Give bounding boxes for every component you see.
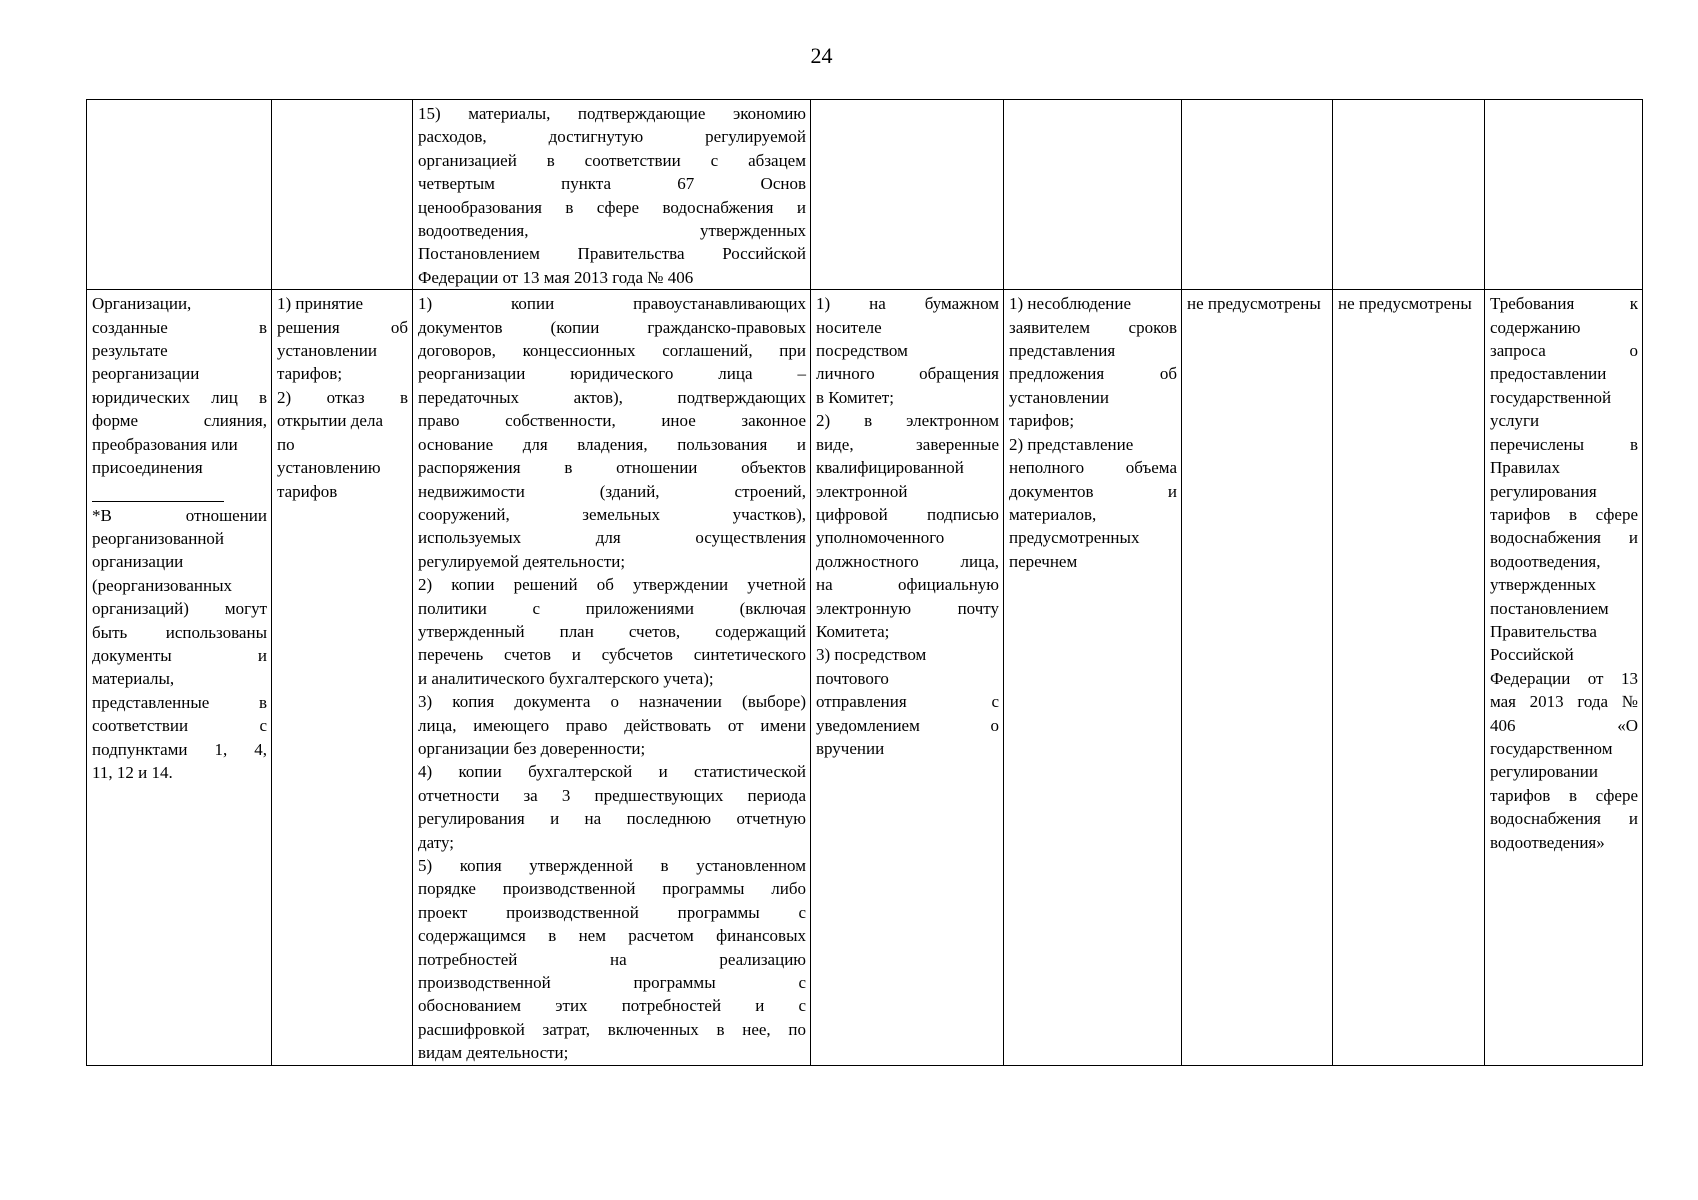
- text-line: *В отношении: [92, 505, 267, 525]
- text-line: постановлением: [1490, 598, 1609, 618]
- text-line: перечень счетов и субсчетов синтетического: [418, 645, 806, 665]
- text-line: документов (копии гражданско-правовых: [418, 317, 806, 337]
- text-line: предоставлении: [1490, 364, 1607, 384]
- text-line: лица, имеющего право действовать от имени: [418, 715, 806, 735]
- text-line: содержащимся в нем расчетом финансовых: [418, 926, 806, 946]
- text-line: посредством: [816, 341, 908, 361]
- text-line: 3) копия документа о назначении (выборе): [418, 692, 806, 712]
- text-line: Российской: [1490, 645, 1574, 665]
- result-cell: [272, 290, 413, 1065]
- text-line: 2) представление: [1009, 434, 1134, 454]
- text-line: регулирования и на последнюю отчетную: [418, 809, 806, 829]
- text-line: основание для владения, пользования и: [418, 434, 806, 454]
- text-line: 11, 12 и 14.: [92, 762, 173, 782]
- fee-basis-cell: [1333, 100, 1485, 290]
- text-line: содержанию: [1490, 317, 1581, 337]
- text-line: регулируемой деятельности;: [418, 551, 626, 571]
- text-line: неполного объема: [1009, 458, 1177, 478]
- text-line: созданные в: [92, 317, 267, 337]
- requirements-cell: [1485, 290, 1643, 1065]
- text-line: документы и: [92, 645, 267, 665]
- text-line: 3) посредством: [816, 645, 927, 665]
- text-line: на официальную: [816, 575, 999, 595]
- text-line: в Комитет;: [816, 387, 894, 407]
- page-number: 24: [810, 43, 833, 68]
- text-line: 1) несоблюдение: [1009, 294, 1132, 314]
- text-line: недвижимости (зданий, строений,: [418, 481, 806, 501]
- text-line: сооружений, земельных участков),: [418, 504, 806, 524]
- text-line: реорганизации: [92, 364, 200, 384]
- text-line: цифровой подписью: [816, 504, 999, 524]
- text-line: 2) копии решений об утверждении учетной: [418, 575, 806, 595]
- text-line: личного обращения: [816, 364, 999, 384]
- text-line: ценообразования в сфере водоснабжения и: [418, 197, 806, 217]
- requirements-cell: [1485, 100, 1643, 290]
- text-line: присоединения: [92, 458, 203, 478]
- text-line: преобразования или: [92, 434, 238, 454]
- text-line: перечислены в: [1490, 434, 1638, 454]
- text-line: виде, заверенные: [816, 434, 999, 454]
- text-line: форме слияния,: [92, 411, 267, 431]
- text-line: государственной: [1490, 387, 1612, 407]
- text-line: 406 «О: [1490, 715, 1638, 735]
- text-line: распоряжения в отношении объектов: [418, 458, 806, 478]
- text-line: тарифов в сфере: [1490, 504, 1638, 524]
- text-line: реорганизованной: [92, 528, 225, 548]
- text-line: отправления с: [816, 692, 999, 712]
- text-line: порядке производственной программы либо: [418, 879, 806, 899]
- text-line: реорганизации юридического лица –: [418, 364, 806, 384]
- text-line: утвержденный план счетов, содержащий: [418, 621, 806, 641]
- text-line: тарифов;: [277, 364, 343, 384]
- applicant-text: [92, 292, 267, 479]
- text-line: установлению: [277, 458, 381, 478]
- text-line: передаточных актов), подтверждающих: [418, 387, 806, 407]
- text-line: почтового: [816, 668, 889, 688]
- text-line: организацией в соответствии с абзацем: [418, 150, 806, 170]
- text-line: быть использованы: [92, 622, 267, 642]
- text-line: 1) принятие: [277, 294, 364, 314]
- text-line: четвертым пункта 67 Основ: [418, 174, 806, 194]
- text-line: Федерации от 13 мая 2013 года № 406: [418, 267, 694, 287]
- text-line: тарифов: [277, 481, 338, 501]
- text-line: водоснабжения и: [1490, 528, 1638, 548]
- text-line: Правилах: [1490, 458, 1560, 478]
- text-line: соответствии с: [92, 716, 267, 736]
- text-line: представленные в: [92, 692, 267, 712]
- text-line: водоотведения»: [1490, 832, 1605, 852]
- text-line: организации: [92, 552, 184, 572]
- text-line: потребностей на реализацию: [418, 949, 806, 969]
- refusal-cell: [1004, 290, 1182, 1065]
- text-line: электронной: [816, 481, 908, 501]
- text-line: политики с приложениями (включая: [418, 598, 806, 618]
- text-line: подпунктами 1, 4,: [92, 739, 267, 759]
- text-line: государственном: [1490, 738, 1613, 758]
- text-line: регулирования: [1490, 481, 1597, 501]
- text-line: Федерации от 13: [1490, 668, 1638, 688]
- text-line: 4) копии бухгалтерской и статистической: [418, 762, 806, 782]
- text-line: организации без доверенности;: [418, 738, 646, 758]
- text-line: услуги: [1490, 411, 1540, 431]
- text-line: материалы,: [92, 669, 175, 689]
- text-line: результате: [92, 341, 168, 361]
- text-line: материалов,: [1009, 504, 1097, 524]
- text-line: расходов, достигнутую регулируемой: [418, 127, 806, 147]
- text-line: Комитета;: [816, 621, 890, 641]
- text-line: документов и: [1009, 481, 1177, 501]
- text-line: 1) на бумажном: [816, 294, 999, 314]
- applicant-cell: [87, 100, 272, 290]
- text-line: электронную почту: [816, 598, 999, 618]
- text-line: 15) материалы, подтверждающие экономию: [418, 104, 806, 123]
- refusal-cell: [1004, 100, 1182, 290]
- text-line: по: [277, 434, 295, 454]
- text-line: 2) в электронном: [816, 411, 999, 431]
- text-line: запроса о: [1490, 341, 1638, 361]
- text-line: уведомлением о: [816, 715, 999, 735]
- text-line: используемых для осуществления: [418, 528, 806, 548]
- text-line: носителе: [816, 317, 882, 337]
- table-row: [87, 100, 1643, 290]
- text-line: расшифровкой затрат, включенных в нее, по: [418, 1019, 806, 1039]
- text-line: юридических лиц в: [92, 387, 267, 407]
- table-row: [87, 290, 1643, 1065]
- footnote-divider: [92, 480, 224, 502]
- text-line: утвержденных: [1490, 575, 1596, 595]
- text-line: установлении: [1009, 387, 1109, 407]
- text-line: и аналитического бухгалтерского учета);: [418, 668, 714, 688]
- fee-cell: не предусмотрены: [1182, 290, 1333, 1065]
- text-line: тарифов в сфере: [1490, 785, 1638, 805]
- text-line: водоотведения, утвержденных: [418, 221, 806, 241]
- text-line: 2) отказ в: [277, 387, 408, 407]
- documents-cell: [413, 100, 811, 290]
- text-line: открытии дела: [277, 411, 383, 431]
- text-line: предложения об: [1009, 364, 1177, 384]
- text-line: водоснабжения и: [1490, 809, 1638, 829]
- text-line: договоров, концессионных соглашений, при: [418, 341, 806, 361]
- text-line: Правительства: [1490, 621, 1597, 641]
- documents-cell: [413, 290, 811, 1065]
- text-line: тарифов;: [1009, 411, 1075, 431]
- text-line: Организации,: [92, 294, 192, 314]
- text-line: водоотведения,: [1490, 551, 1601, 571]
- text-line: дату;: [418, 832, 454, 852]
- text-line: производственной программы с: [418, 973, 806, 993]
- submission-cell: [811, 100, 1004, 290]
- text-line: проект производственной программы с: [418, 902, 806, 922]
- text-line: организаций) могут: [92, 599, 267, 619]
- text-line: видам деятельности;: [418, 1043, 569, 1063]
- submission-cell: [811, 290, 1004, 1065]
- text-line: мая 2013 года №: [1490, 692, 1638, 712]
- fee-basis-cell: не предусмотрены: [1333, 290, 1485, 1065]
- text-line: обоснованием этих потребностей и с: [418, 996, 806, 1016]
- text-line: Требования к: [1490, 294, 1638, 314]
- applicant-footnote: [92, 504, 267, 785]
- text-line: квалифицированной: [816, 458, 964, 478]
- text-line: 1) копии правоустанавливающих: [418, 294, 806, 314]
- text-line: должностного лица,: [816, 551, 999, 571]
- text-line: решения об: [277, 317, 408, 337]
- result-cell: [272, 100, 413, 290]
- text-line: Постановлением Правительства Российской: [418, 244, 806, 264]
- text-line: перечнем: [1009, 551, 1078, 571]
- applicant-cell: [87, 290, 272, 1065]
- text-line: регулировании: [1490, 762, 1598, 782]
- text-line: установлении: [277, 341, 377, 361]
- text-line: заявителем сроков: [1009, 317, 1177, 337]
- text-line: (реорганизованных: [92, 575, 233, 595]
- text-line: уполномоченного: [816, 528, 945, 548]
- fee-cell: [1182, 100, 1333, 290]
- services-table: [86, 99, 1643, 1066]
- text-line: 5) копия утвержденной в установленном: [418, 856, 806, 875]
- text-line: право собственности, иное законное: [418, 411, 806, 431]
- text-line: отчетности за 3 предшествующих периода: [418, 785, 806, 805]
- text-line: предусмотренных: [1009, 528, 1140, 548]
- text-line: вручении: [816, 738, 885, 758]
- text-line: представления: [1009, 341, 1116, 361]
